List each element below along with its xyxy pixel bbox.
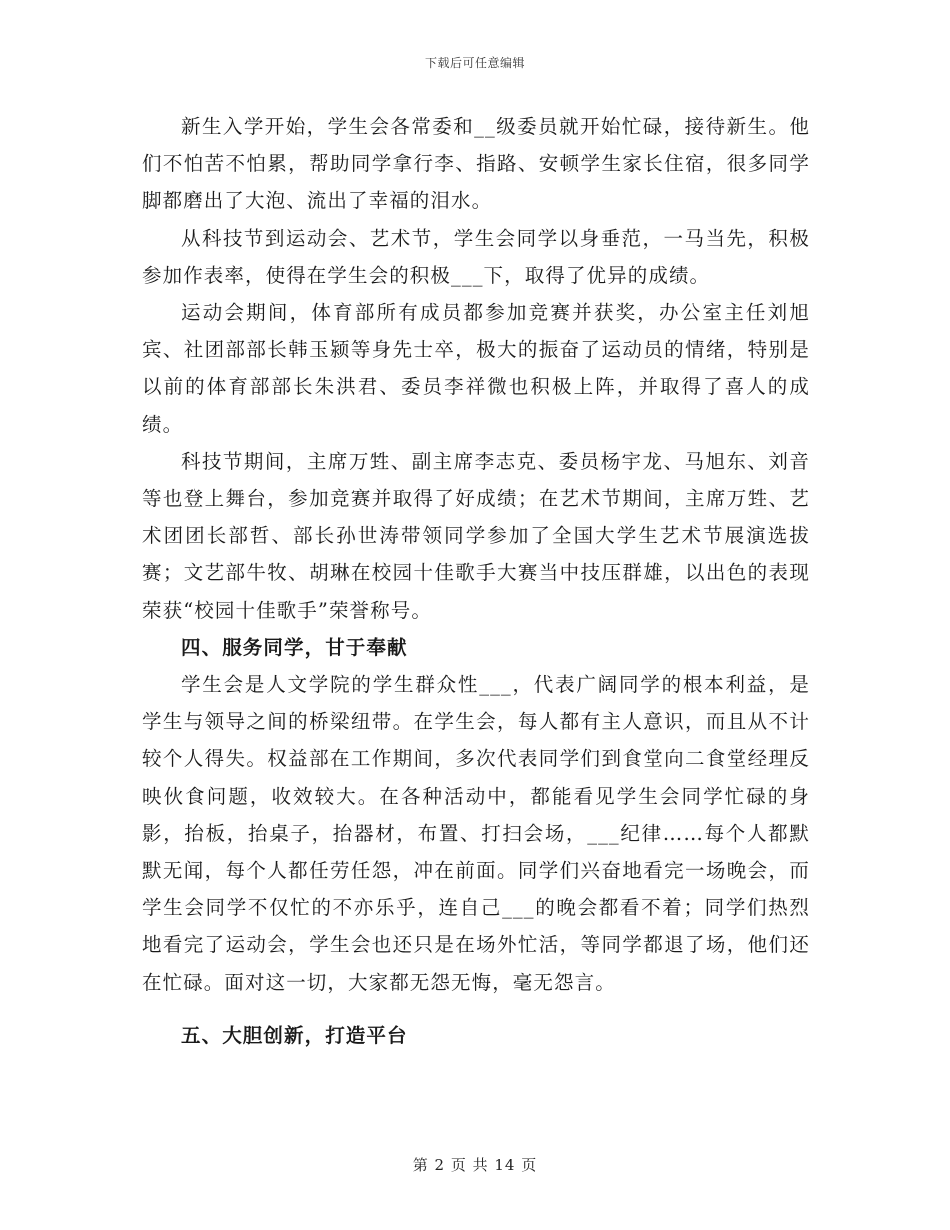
paragraph-serve-students: 学生会是人文学院的学生群众性___，代表广阔同学的根本利益，是学生与领导之间的桥梁纽带。在学生会，每人都有主人意识，而且从不计较个人得失。权益部在工作期间，多次代表同学们到食堂向二食堂经理反映伙食问题，收效较大。在各种活动中，都能看见学生会同学忙碌的身影，抬板，抬桌子，抬器材，布置、打扫会场，___纪律……每个人都默默无闻，每个人都任劳任怨，冲在前面。同学们兴奋地看完一场晚会，而学生会同学不仅忙的不亦乐乎，连自己___的晚会都看不着；同学们热烈地看完了运动会，学生会也还只是在场外忙活，等同学都退了场，他们还在忙碌。面对这一切，大家都无怨无悔，毫无怨言。 (142, 673, 810, 994)
section-heading-innovate: 五、大胆创新，打造平台 (181, 1023, 408, 1047)
paragraph-tech-festival: 科技节期间，主席万甡、副主席李志克、委员杨宇龙、马旭东、刘音等也登上舞台，参加竞赛并取得了好成绩；在艺术节期间，主席万甡、艺术团团长部哲、部长孙世涛带领同学参加了全国大学生艺术节展演选拔赛；文艺部牛牧、胡琳在校园十佳歌手大赛当中技压群雄，以出色的表现荣获“校园十佳歌手”荣誉称号。 (142, 449, 810, 622)
page-number: 第 2 页 共 14 页 (412, 1156, 538, 1174)
paragraph-tech-sports-arts: 从科技节到运动会、艺术节，学生会同学以身垂范，一马当先，积极参加作表率，使得在学生会的积极___下，取得了优异的成绩。 (142, 226, 810, 287)
paragraph-new-students: 新生入学开始，学生会各常委和__级委员就开始忙碌，接待新生。他们不怕苦不怕累，帮助同学拿行李、指路、安顿学生家长住宿，很多同学脚都磨出了大泡、流出了幸福的泪水。 (142, 115, 810, 213)
document-body (142, 108, 810, 1054)
section-heading-serve-students: 四、服务同学，甘于奉献 (181, 635, 408, 659)
page-header: 下载后可任意编辑 (424, 56, 525, 70)
paragraph-sports-meet: 运动会期间，体育部所有成员都参加竞赛并获奖，办公室主任刘旭宾、社团部部长韩玉颍等身先士卒，极大的振奋了运动员的情绪，特别是以前的体育部部长朱洪君、委员李祥微也积极上阵，并取得了喜人的成绩。 (142, 301, 810, 436)
